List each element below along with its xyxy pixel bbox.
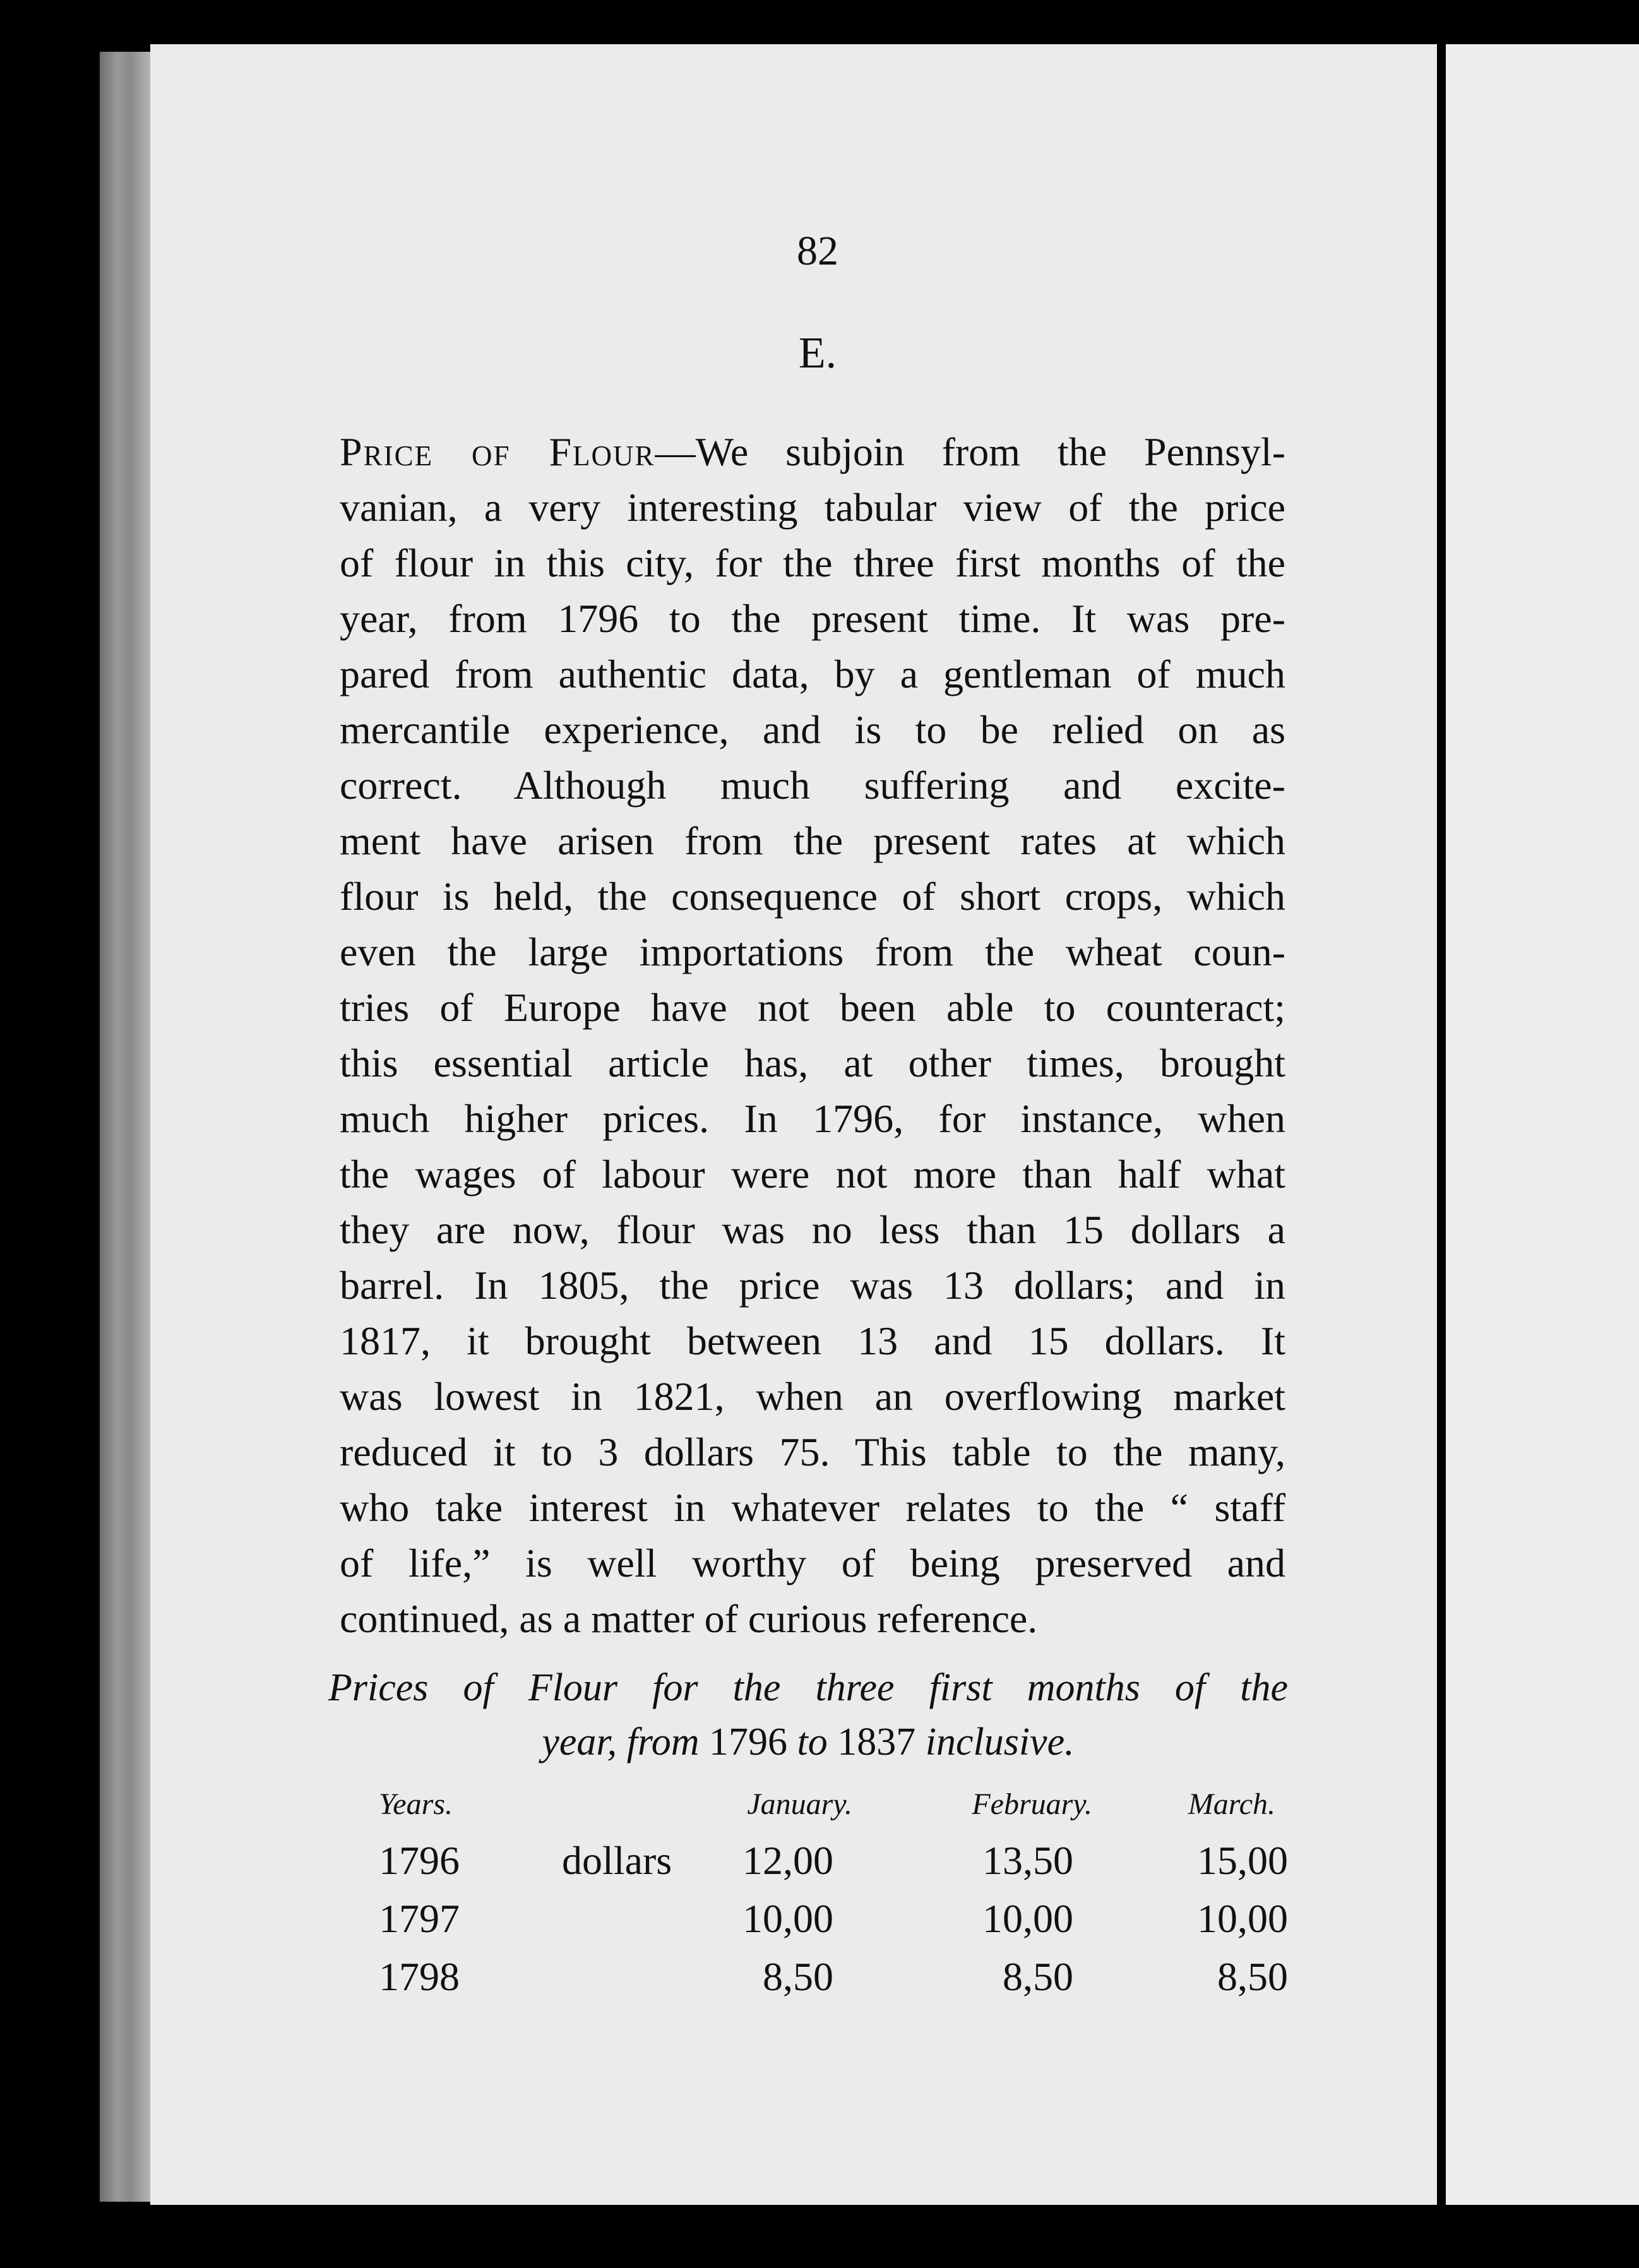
article-heading: Price of Flour (340, 429, 655, 474)
cell-march: 10,00 (1197, 1896, 1288, 1941)
cell-january: 12,00 (742, 1838, 833, 1883)
cell-january: 8,50 (763, 1954, 833, 1999)
article-line: year, from 1796 to the present time. It was pre- (340, 596, 1285, 641)
page-number: 82 (797, 228, 838, 274)
table-caption (328, 1661, 1288, 1769)
article-line: the wages of labour were not more than half what (340, 1152, 1285, 1197)
article-line: of life,” is well worthy of being preserved and (340, 1541, 1285, 1585)
header-february: February. (972, 1788, 1092, 1821)
table-row (354, 1837, 1288, 1895)
article-line: was lowest in 1821, when an overflowing market (340, 1374, 1285, 1419)
article-line: Price of Flour—We subjoin from the Pennsyl- (340, 429, 1285, 474)
cell-march: 15,00 (1197, 1838, 1288, 1883)
cell-year: 1797 (379, 1896, 460, 1941)
flour-price-table (354, 1787, 1288, 2012)
header-march: March. (1188, 1788, 1275, 1821)
article-line: they are now, flour was no less than 15 dollars a (340, 1207, 1285, 1252)
table-header-row (354, 1787, 1282, 1837)
article-line: correct. Although much suffering and excite- (340, 763, 1285, 808)
cell-march: 8,50 (1217, 1954, 1288, 1999)
article-line: tries of Europe have not been able to counteract; (340, 985, 1285, 1030)
section-heading: E. (798, 329, 837, 378)
article-line: who take interest in whatever relates to the “ staff (340, 1485, 1285, 1530)
cell-february: 13,50 (982, 1838, 1073, 1883)
article-line: of flour in this city, for the three first months of the (340, 540, 1285, 585)
article-line: pared from authentic data, by a gentleman of much (340, 652, 1285, 696)
article-line: much higher prices. In 1796, for instance, when (340, 1096, 1285, 1141)
article-line: flour is held, the consequence of short crops, which (340, 874, 1285, 919)
table-row (354, 1895, 1288, 1954)
cell-year: 1798 (379, 1954, 460, 1999)
article-line: ment have arisen from the present rates at which (340, 818, 1285, 863)
caption-line: year, from 1796 to 1837 inclusive. (542, 1721, 1075, 1764)
table-row (354, 1954, 1288, 2012)
article-body (340, 424, 1285, 1647)
article-line: mercantile experience, and is to be relied on as (340, 707, 1285, 752)
cell-february: 8,50 (1003, 1954, 1073, 1999)
article-line: barrel. In 1805, the price was 13 dollars; and in (340, 1263, 1285, 1308)
cell-january: 10,00 (742, 1896, 833, 1941)
article-line: even the large importations from the wheat coun- (340, 929, 1285, 974)
cell-year: 1796 (379, 1838, 460, 1883)
cell-unit-prefix: dollars (562, 1838, 672, 1883)
article-line: this essential article has, at other times, brought (340, 1041, 1285, 1085)
article-line: continued, as a matter of curious reference. (340, 1596, 1038, 1641)
caption-line: Prices of Flour for the three first months of the (328, 1666, 1288, 1709)
header-january: January. (747, 1788, 852, 1821)
book-binding-edge (100, 52, 150, 2202)
cell-february: 10,00 (982, 1896, 1073, 1941)
facing-page-edge (1446, 44, 1639, 2205)
article-line: 1817, it brought between 13 and 15 dollars. It (340, 1318, 1285, 1363)
header-years: Years. (379, 1788, 453, 1821)
article-line: vanian, a very interesting tabular view of the price (340, 485, 1285, 530)
article-line: reduced it to 3 dollars 75. This table to the many, (340, 1429, 1285, 1474)
